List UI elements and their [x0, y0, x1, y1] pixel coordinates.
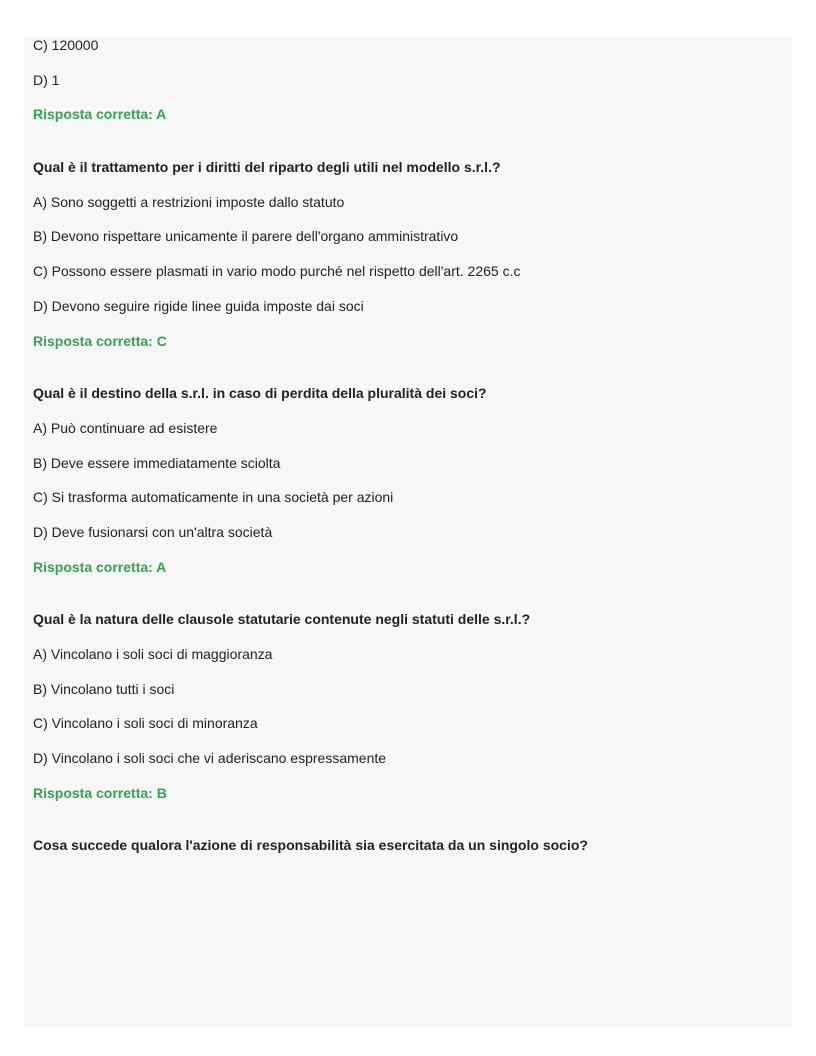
question-text: Qual è il destino della s.r.l. in caso di perdita della pluralità dei soci?	[33, 385, 487, 402]
question-text: Cosa succede qualora l'azione di responsabilità sia esercitata da un singolo socio?	[33, 837, 588, 854]
option-text: B) Vincolano tutti i soci	[33, 680, 175, 697]
option-text: A) Sono soggetti a restrizioni imposte dallo statuto	[33, 193, 345, 210]
correct-answer-label: Risposta corretta: A	[33, 106, 167, 123]
block-spacer	[33, 593, 783, 611]
block-spacer	[33, 367, 783, 385]
quiz-content	[33, 37, 783, 872]
option-text: B) Devono rispettare unicamente il parere dell'organo amministrativo	[33, 228, 459, 245]
question-text: Qual è la natura delle clausole statutarie contenute negli statuti delle s.r.l.?	[33, 611, 531, 628]
option-text: D) Devono seguire rigide linee guida imposte dai soci	[33, 297, 364, 314]
option-text: D) Vincolano i soli soci che vi aderiscano espressamente	[33, 750, 387, 767]
option-text: D) Deve fusionarsi con un'altra società	[33, 523, 273, 540]
correct-answer-label: Risposta corretta: B	[33, 784, 167, 801]
question-text: Qual è il trattamento per i diritti del riparto degli utili nel modello s.r.l.?	[33, 159, 501, 176]
block-spacer	[33, 819, 783, 837]
correct-answer-label: Risposta corretta: C	[33, 332, 167, 349]
option-text: C) 120000	[33, 37, 99, 53]
option-text: A) Può continuare ad esistere	[33, 419, 218, 436]
option-text: C) Si trasforma automaticamente in una società per azioni	[33, 489, 394, 506]
correct-answer-label: Risposta corretta: A	[33, 558, 167, 575]
option-text: C) Possono essere plasmati in vario modo purché nel rispetto dell'art. 2265 c.c	[33, 263, 521, 280]
option-text: A) Vincolano i soli soci di maggioranza	[33, 646, 273, 662]
option-text: C) Vincolano i soli soci di minoranza	[33, 715, 258, 732]
option-text: B) Deve essere immediatamente sciolta	[33, 454, 281, 471]
block-spacer	[33, 141, 783, 159]
option-text: D) 1	[33, 71, 60, 88]
